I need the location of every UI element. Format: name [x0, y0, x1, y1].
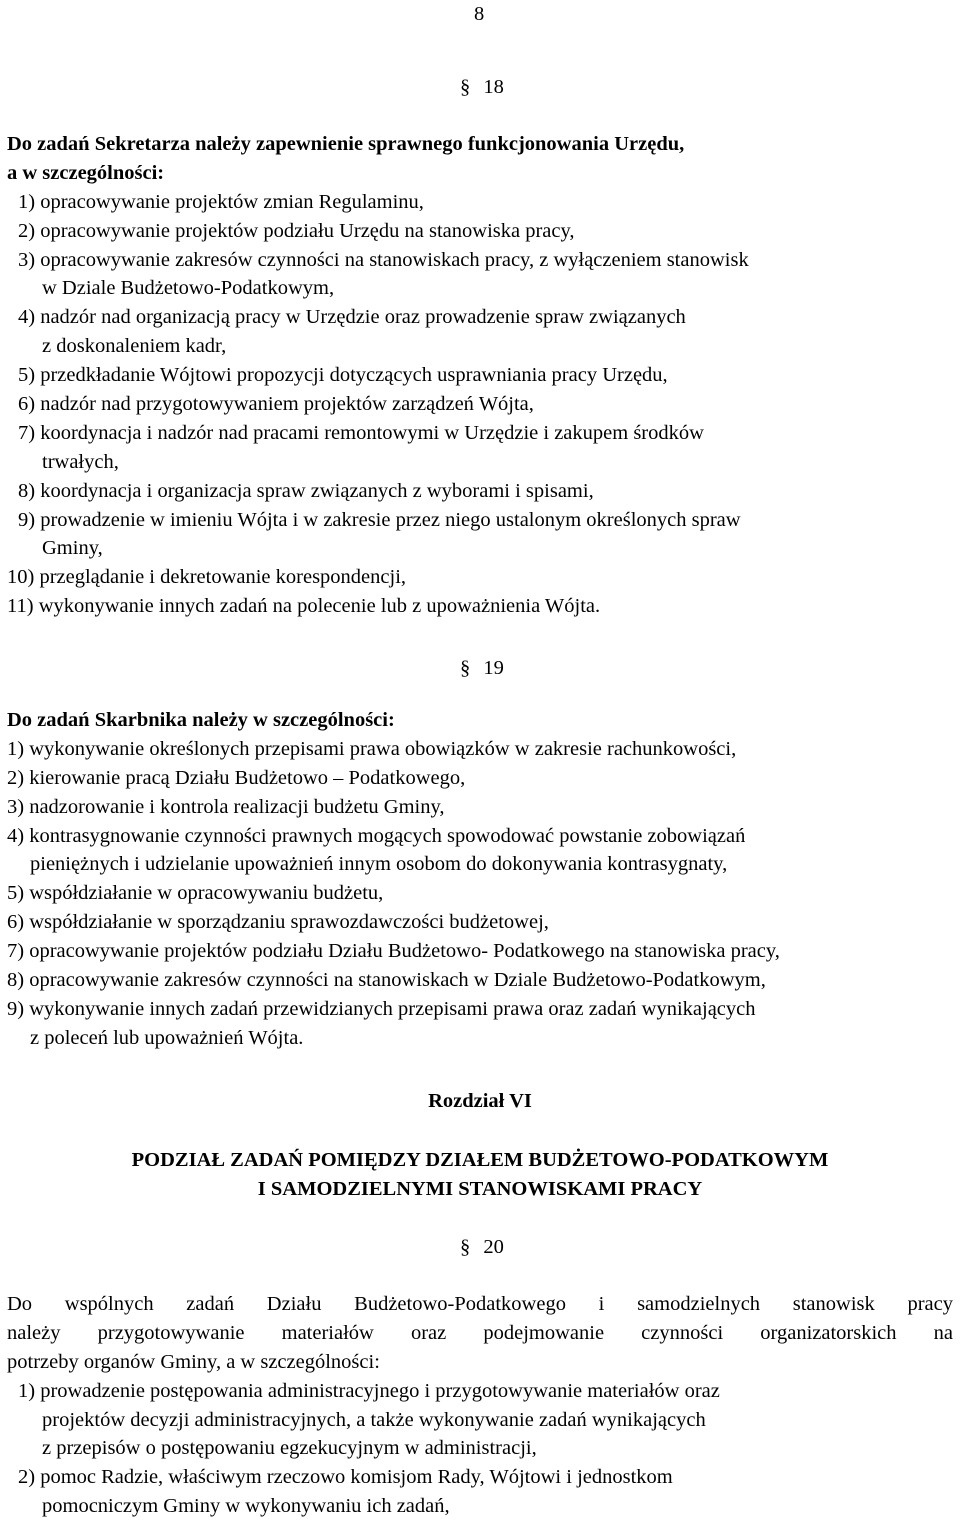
section-18-intro: Do zadań Sekretarza należy zapewnienie sprawnego funkcjonowania Urzędu,: [7, 133, 685, 155]
section-18-heading: [460, 73, 504, 102]
list-item: 1) wykonywanie określonych przepisami prawa obowiązków w zakresie rachunkowości,: [7, 737, 737, 760]
section-18-body: [0, 130, 960, 621]
list-item-continuation: pomocniczym Gminy w wykonywaniu ich zadań,: [42, 1495, 450, 1518]
list-item: 10) przeglądanie i dekretowanie korespondencji,: [7, 566, 407, 589]
list-item: 6) nadzór nad przygotowywaniem projektów zarządzeń Wójta,: [18, 393, 534, 416]
list-item-continuation: trwałych,: [42, 450, 119, 473]
list-item-continuation: projektów decyzji administracyjnych, a także wykonywanie zadań wynikających: [42, 1408, 706, 1431]
list-item-continuation: pieniężnych i udzielanie upoważnień innym osobom do dokonywania kontrasygnaty,: [30, 853, 728, 876]
list-item: 9) prowadzenie w imieniu Wójta i w zakresie przez niego ustalonym określonych spraw: [18, 508, 741, 531]
list-item: 6) współdziałanie w sporządzaniu sprawozdawczości budżetowej,: [7, 911, 549, 934]
section-19-intro: Do zadań Skarbnika należy w szczególności:: [7, 709, 395, 731]
section-sign: §: [460, 657, 471, 679]
list-item: 8) koordynacja i organizacja spraw związanych z wyborami i spisami,: [18, 479, 594, 502]
list-item: 7) koordynacja i nadzór nad pracami remontowymi w Urzędzie i zakupem środków: [18, 421, 704, 444]
section-20-heading: [460, 1233, 504, 1262]
section-19-heading: [460, 654, 504, 683]
chapter-title: I SAMODZIELNYMI STANOWISKAMI PRACY: [257, 1178, 703, 1200]
list-item: 5) przedkładanie Wójtowi propozycji dotyczących usprawniania pracy Urzędu,: [18, 364, 668, 387]
list-item-continuation: w Dziale Budżetowo-Podatkowym,: [42, 277, 335, 300]
section-20-intro: Do wspólnych zadań Działu Budżetowo-Podatkowego i samodzielnych stanowisk pracy: [7, 1293, 953, 1315]
list-item-continuation: z przepisów o postępowaniu egzekucyjnym w administracji,: [42, 1437, 537, 1460]
list-item: 11) wykonywanie innych zadań na polecenie lub z upoważnienia Wójta.: [7, 595, 601, 618]
list-item-continuation: z doskonaleniem kadr,: [42, 335, 227, 358]
section-19-body: [0, 706, 960, 1053]
list-item: 7) opracowywanie projektów podziału Działu Budżetowo- Podatkowego na stanowiska pracy,: [7, 940, 780, 963]
section-20-body: [7, 1290, 953, 1521]
list-item: 8) opracowywanie zakresów czynności na stanowiskach w Dziale Budżetowo-Podatkowym,: [7, 969, 766, 992]
chapter-label: Rozdział VI: [428, 1090, 532, 1112]
chapter-title: PODZIAŁ ZADAŃ POMIĘDZY DZIAŁEM BUDŻETOWO-PODATKOWYM: [131, 1149, 829, 1171]
list-item: 1) prowadzenie postępowania administracyjnego i przygotowywanie materiałów oraz: [18, 1379, 720, 1402]
list-item: 4) kontrasygnowanie czynności prawnych mogących spowodować powstanie zobowiązań: [7, 824, 746, 847]
list-item: 1) opracowywanie projektów zmian Regulaminu,: [18, 190, 424, 213]
list-item-continuation: Gminy,: [42, 537, 103, 560]
list-item-continuation: z poleceń lub upoważnień Wójta.: [30, 1026, 304, 1049]
page-number: 8: [474, 3, 485, 25]
section-number: 20: [483, 1236, 504, 1258]
list-item: 3) opracowywanie zakresów czynności na stanowiskach pracy, z wyłączeniem stanowisk: [18, 248, 749, 271]
section-sign: §: [460, 76, 471, 98]
section-sign: §: [460, 1236, 471, 1258]
section-number: 18: [483, 76, 504, 98]
list-item: 5) współdziałanie w opracowywaniu budżetu,: [7, 882, 384, 905]
section-20-intro: należy przygotowywanie materiałów oraz podejmowanie czynności organizatorskich na: [7, 1321, 953, 1344]
section-18-intro: a w szczególności:: [7, 161, 165, 184]
list-item: 2) kierowanie pracą Działu Budżetowo – Podatkowego,: [7, 766, 466, 789]
list-item: 2) pomoc Radzie, właściwym rzeczowo komisjom Rady, Wójtowi i jednostkom: [18, 1466, 673, 1489]
section-20-intro: potrzeby organów Gminy, a w szczególności:: [7, 1350, 380, 1373]
section-number: 19: [483, 657, 504, 679]
list-item: 2) opracowywanie projektów podziału Urzędu na stanowiska pracy,: [18, 219, 575, 242]
list-item: 4) nadzór nad organizacją pracy w Urzędzie oraz prowadzenie spraw związanych: [18, 306, 686, 329]
list-item: 3) nadzorowanie i kontrola realizacji budżetu Gminy,: [7, 795, 445, 818]
list-item: 9) wykonywanie innych zadań przewidzianych przepisami prawa oraz zadań wynikających: [7, 997, 756, 1020]
